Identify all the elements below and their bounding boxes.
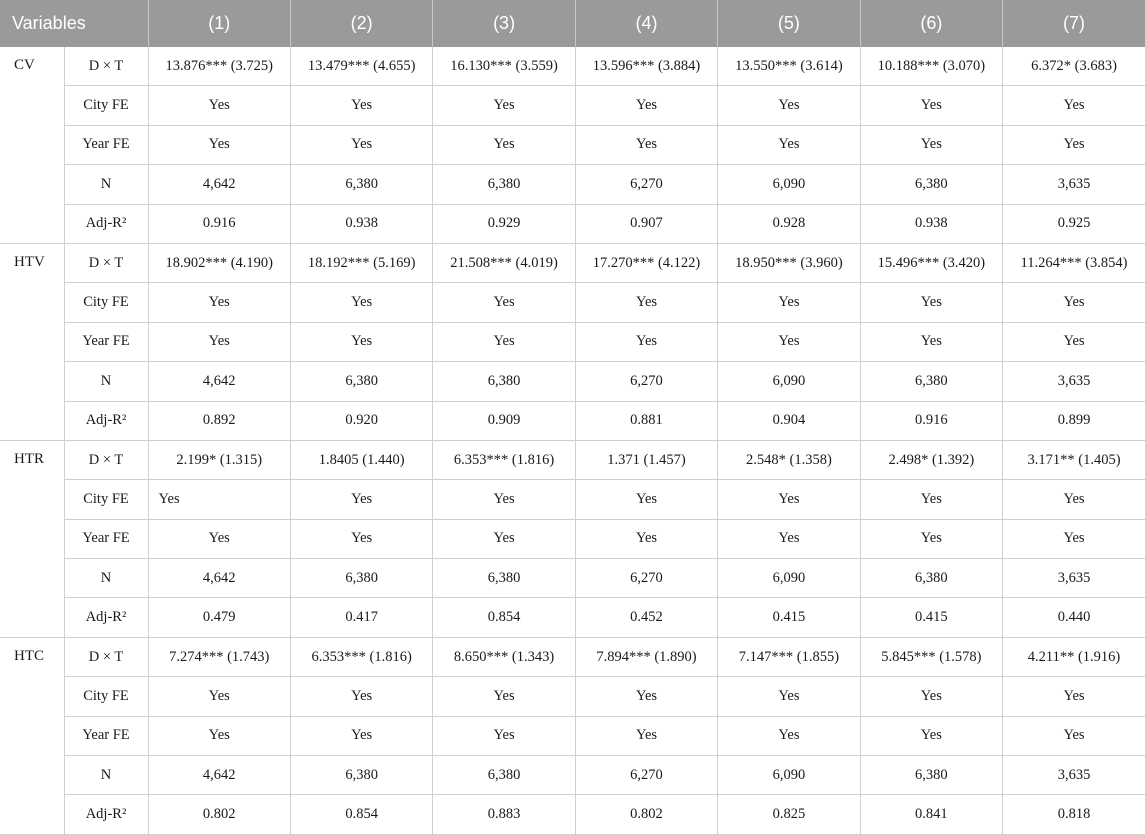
- table-cell: 6,380: [290, 559, 432, 598]
- table-cell: 8.650*** (1.343): [433, 637, 575, 676]
- table-cell: 4,642: [148, 756, 290, 795]
- table-cell: 0.925: [1003, 204, 1145, 243]
- table-cell: 0.892: [148, 401, 290, 440]
- table-cell: 6,270: [575, 362, 717, 401]
- table-cell: 6,380: [290, 362, 432, 401]
- row-label: Adj-R²: [64, 204, 148, 243]
- table-cell: 6,380: [433, 165, 575, 204]
- row-label: D × T: [64, 243, 148, 282]
- table-cell: 0.415: [718, 598, 860, 637]
- table-cell: Yes: [433, 125, 575, 164]
- table-cell: Yes: [1003, 86, 1145, 125]
- header-model-4: (4): [575, 0, 717, 47]
- row-label: City FE: [64, 480, 148, 519]
- table-cell: 3,635: [1003, 756, 1145, 795]
- row-label: N: [64, 756, 148, 795]
- table-cell: Yes: [860, 86, 1002, 125]
- table-cell: Yes: [860, 125, 1002, 164]
- table-cell: Yes: [1003, 480, 1145, 519]
- table-cell: Yes: [290, 519, 432, 558]
- row-label: Adj-R²: [64, 598, 148, 637]
- table-cell: 13.876*** (3.725): [148, 47, 290, 86]
- table-cell: 0.881: [575, 401, 717, 440]
- table-cell: Yes: [1003, 125, 1145, 164]
- table-cell: Yes: [433, 716, 575, 755]
- table-cell: 5.845*** (1.578): [860, 637, 1002, 676]
- table-cell: 6.372* (3.683): [1003, 47, 1145, 86]
- table-cell: 0.938: [290, 204, 432, 243]
- table-row: [0, 677, 1145, 716]
- table-cell: Yes: [860, 283, 1002, 322]
- table-cell: 18.902*** (4.190): [148, 243, 290, 282]
- row-label: D × T: [64, 637, 148, 676]
- table-row: [0, 204, 1145, 243]
- table-cell: 18.950*** (3.960): [718, 243, 860, 282]
- row-label: N: [64, 362, 148, 401]
- table-cell: 0.938: [860, 204, 1002, 243]
- row-label: Year FE: [64, 125, 148, 164]
- row-label: City FE: [64, 283, 148, 322]
- table-cell: 0.909: [433, 401, 575, 440]
- table-row: [0, 243, 1145, 282]
- table-cell: 13.596*** (3.884): [575, 47, 717, 86]
- table-cell: Yes: [1003, 322, 1145, 361]
- table-row: [0, 47, 1145, 86]
- row-label: City FE: [64, 86, 148, 125]
- table-row: [0, 637, 1145, 676]
- table-cell: 0.440: [1003, 598, 1145, 637]
- table-cell: Yes: [718, 677, 860, 716]
- row-label: Year FE: [64, 716, 148, 755]
- header-model-5: (5): [718, 0, 860, 47]
- table-cell: 2.548* (1.358): [718, 440, 860, 479]
- table-cell: 0.854: [433, 598, 575, 637]
- table-row: [0, 716, 1145, 755]
- table-cell: Yes: [575, 86, 717, 125]
- table-cell: 6,380: [433, 362, 575, 401]
- table-cell: 7.894*** (1.890): [575, 637, 717, 676]
- table-cell: 15.496*** (3.420): [860, 243, 1002, 282]
- table-cell: Yes: [718, 86, 860, 125]
- table-cell: 0.928: [718, 204, 860, 243]
- group-label: HTC: [0, 637, 64, 834]
- table-cell: Yes: [860, 677, 1002, 716]
- table-cell: 21.508*** (4.019): [433, 243, 575, 282]
- row-label: Year FE: [64, 322, 148, 361]
- header-model-2: (2): [290, 0, 432, 47]
- table-cell: 6,270: [575, 756, 717, 795]
- table-cell: 0.802: [575, 795, 717, 834]
- table-row: [0, 125, 1145, 164]
- table-cell: 0.854: [290, 795, 432, 834]
- row-label: Adj-R²: [64, 401, 148, 440]
- table-cell: Yes: [433, 283, 575, 322]
- table-cell: 6,380: [433, 756, 575, 795]
- table-cell: Yes: [148, 677, 290, 716]
- table-row: [0, 401, 1145, 440]
- table-cell: 10.188*** (3.070): [860, 47, 1002, 86]
- table-row: [0, 322, 1145, 361]
- table-cell: 0.417: [290, 598, 432, 637]
- table-cell: Yes: [575, 322, 717, 361]
- table-row: [0, 519, 1145, 558]
- table-cell: 6.353*** (1.816): [290, 637, 432, 676]
- table-cell: 0.907: [575, 204, 717, 243]
- table-cell: Yes: [290, 716, 432, 755]
- table-cell: Yes: [1003, 677, 1145, 716]
- table-cell: Yes: [860, 716, 1002, 755]
- table-cell: Yes: [290, 125, 432, 164]
- table-cell: Yes: [718, 519, 860, 558]
- table-cell: 11.264*** (3.854): [1003, 243, 1145, 282]
- table-cell: 6,380: [860, 756, 1002, 795]
- header-model-3: (3): [433, 0, 575, 47]
- table-cell: 0.479: [148, 598, 290, 637]
- table-cell: 1.371 (1.457): [575, 440, 717, 479]
- table-cell: 0.899: [1003, 401, 1145, 440]
- table-body: [0, 47, 1145, 834]
- row-label: D × T: [64, 47, 148, 86]
- table-cell: 0.916: [860, 401, 1002, 440]
- row-label: Year FE: [64, 519, 148, 558]
- table-row: [0, 440, 1145, 479]
- table-cell: 4,642: [148, 362, 290, 401]
- table-cell: 6,090: [718, 165, 860, 204]
- table-cell: 0.920: [290, 401, 432, 440]
- table-cell: Yes: [860, 322, 1002, 361]
- table-cell: 13.479*** (4.655): [290, 47, 432, 86]
- table-cell: 17.270*** (4.122): [575, 243, 717, 282]
- table-cell: 0.825: [718, 795, 860, 834]
- row-label: City FE: [64, 677, 148, 716]
- table-cell: Yes: [148, 480, 290, 519]
- table-cell: 3.171** (1.405): [1003, 440, 1145, 479]
- table-cell: Yes: [290, 677, 432, 716]
- table-cell: 3,635: [1003, 362, 1145, 401]
- table-cell: 0.904: [718, 401, 860, 440]
- table-cell: Yes: [575, 519, 717, 558]
- table-cell: 6,090: [718, 559, 860, 598]
- table-cell: Yes: [148, 283, 290, 322]
- table-cell: 6,380: [860, 165, 1002, 204]
- table-cell: 3,635: [1003, 559, 1145, 598]
- table-cell: Yes: [575, 125, 717, 164]
- table-cell: 6,090: [718, 362, 860, 401]
- table-cell: 4,642: [148, 559, 290, 598]
- table-cell: Yes: [433, 677, 575, 716]
- table-cell: 0.452: [575, 598, 717, 637]
- table-cell: Yes: [148, 322, 290, 361]
- table-cell: 7.147*** (1.855): [718, 637, 860, 676]
- table-cell: Yes: [433, 86, 575, 125]
- table-cell: 0.883: [433, 795, 575, 834]
- table-cell: 6.353*** (1.816): [433, 440, 575, 479]
- table-cell: 4,642: [148, 165, 290, 204]
- table-cell: 0.916: [148, 204, 290, 243]
- group-label: HTV: [0, 243, 64, 440]
- table-cell: Yes: [433, 322, 575, 361]
- group-label: HTR: [0, 440, 64, 637]
- table-cell: Yes: [718, 322, 860, 361]
- table-cell: Yes: [148, 519, 290, 558]
- table-cell: Yes: [290, 480, 432, 519]
- table-cell: 0.818: [1003, 795, 1145, 834]
- table-cell: Yes: [290, 86, 432, 125]
- table-row: [0, 480, 1145, 519]
- header-variables: Variables: [0, 0, 148, 47]
- table-cell: 6,270: [575, 165, 717, 204]
- table-row: [0, 283, 1145, 322]
- table-cell: Yes: [575, 716, 717, 755]
- table-cell: 6,090: [718, 756, 860, 795]
- header-model-1: (1): [148, 0, 290, 47]
- table-cell: Yes: [575, 677, 717, 716]
- table-cell: Yes: [290, 322, 432, 361]
- table-cell: Yes: [860, 480, 1002, 519]
- table-cell: 6,380: [860, 559, 1002, 598]
- table-cell: Yes: [575, 480, 717, 519]
- table-row: [0, 165, 1145, 204]
- table-cell: 0.802: [148, 795, 290, 834]
- row-label: D × T: [64, 440, 148, 479]
- table-cell: 6,380: [860, 362, 1002, 401]
- table-row: [0, 756, 1145, 795]
- table-cell: Yes: [433, 480, 575, 519]
- table-cell: Yes: [148, 716, 290, 755]
- table-cell: 1.8405 (1.440): [290, 440, 432, 479]
- table-cell: 16.130*** (3.559): [433, 47, 575, 86]
- table-cell: Yes: [860, 519, 1002, 558]
- table-header-row: [0, 0, 1145, 47]
- table-cell: Yes: [718, 716, 860, 755]
- table-cell: 13.550*** (3.614): [718, 47, 860, 86]
- table-cell: Yes: [148, 125, 290, 164]
- table-cell: Yes: [290, 283, 432, 322]
- table-cell: Yes: [718, 480, 860, 519]
- table-row: [0, 559, 1145, 598]
- table-cell: Yes: [1003, 716, 1145, 755]
- table-cell: 7.274*** (1.743): [148, 637, 290, 676]
- table-cell: 18.192*** (5.169): [290, 243, 432, 282]
- table-cell: 6,270: [575, 559, 717, 598]
- table-cell: Yes: [575, 283, 717, 322]
- table-cell: 2.498* (1.392): [860, 440, 1002, 479]
- table-row: [0, 86, 1145, 125]
- row-label: Adj-R²: [64, 795, 148, 834]
- header-model-7: (7): [1003, 0, 1145, 47]
- table-cell: Yes: [1003, 283, 1145, 322]
- table-cell: Yes: [718, 125, 860, 164]
- table-cell: 0.415: [860, 598, 1002, 637]
- table-cell: Yes: [148, 86, 290, 125]
- table-cell: 4.211** (1.916): [1003, 637, 1145, 676]
- table-row: [0, 598, 1145, 637]
- table-cell: 6,380: [290, 756, 432, 795]
- table-cell: 3,635: [1003, 165, 1145, 204]
- group-label: CV: [0, 47, 64, 243]
- table-cell: 0.841: [860, 795, 1002, 834]
- header-model-6: (6): [860, 0, 1002, 47]
- table-cell: Yes: [433, 519, 575, 558]
- row-label: N: [64, 559, 148, 598]
- table-cell: 6,380: [290, 165, 432, 204]
- table-row: [0, 795, 1145, 834]
- table-cell: Yes: [718, 283, 860, 322]
- row-label: N: [64, 165, 148, 204]
- table-row: [0, 362, 1145, 401]
- table-cell: 6,380: [433, 559, 575, 598]
- table-cell: 0.929: [433, 204, 575, 243]
- table-cell: Yes: [1003, 519, 1145, 558]
- table-cell: 2.199* (1.315): [148, 440, 290, 479]
